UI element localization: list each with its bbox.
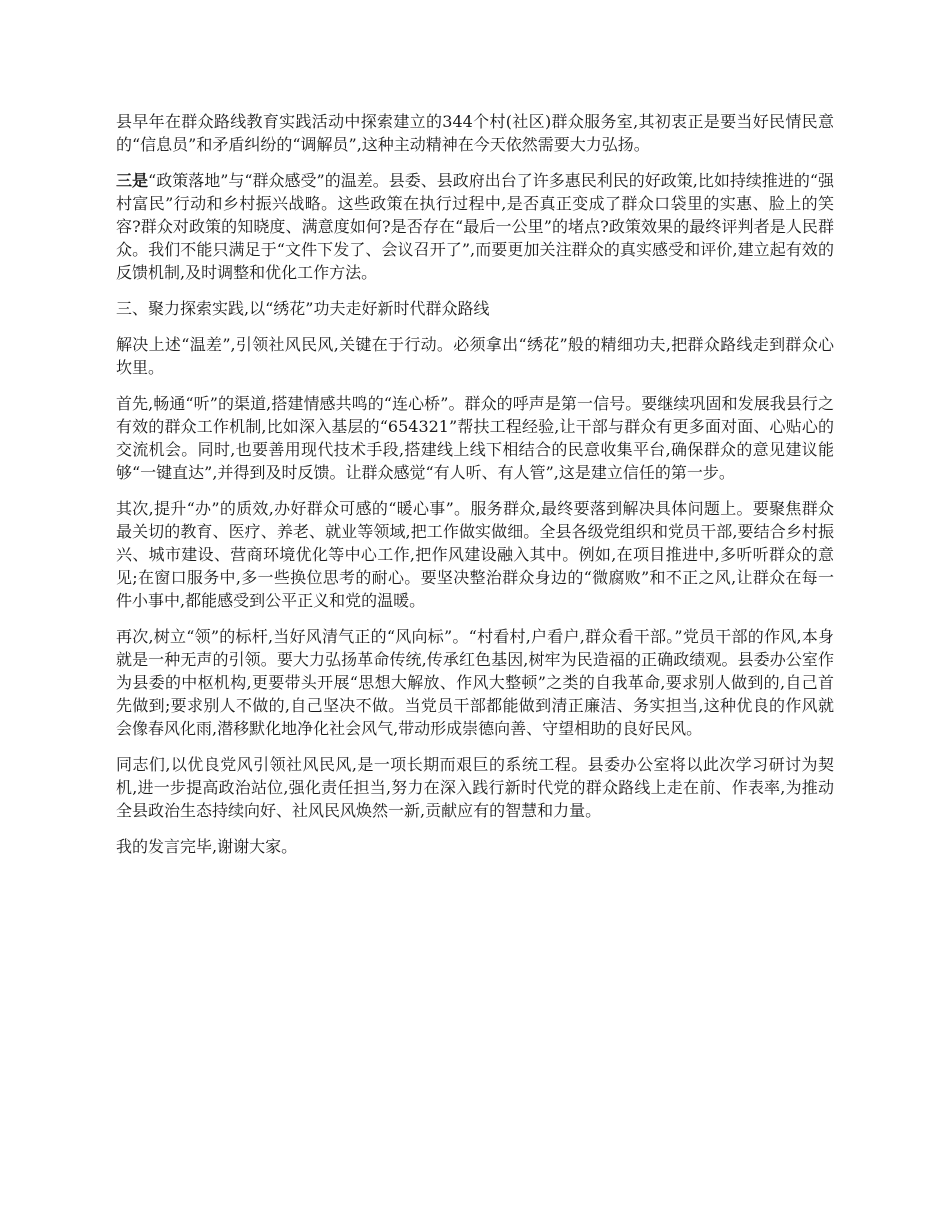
paragraph-5 xyxy=(116,392,834,484)
paragraph-1 xyxy=(116,110,834,156)
paragraph-text: 我的发言完毕,谢谢大家。 xyxy=(116,837,298,856)
paragraph-text: 解决上述“温差”,引领社风民风,关键在于行动。必须拿出“绣花”般的精细功夫,把群众路线走到群众心坎里。 xyxy=(116,335,834,377)
paragraph-6 xyxy=(116,497,834,612)
section-heading-text: 三、聚力探索实践,以“绣花”功夫走好新时代群众路线 xyxy=(116,299,490,318)
paragraph-text: 再次,树立“领”的标杆,当好风清气正的“风向标”。“村看村,户看户,群众看干部。”党员干部的作风,本身就是一种无声的引领。要大力弘扬革命传统,传承红色基因,树牢为民造福的正确政绩观。县委办公室作为县委的中枢机构,更要带头开展“思想大解放、作风大整顿”之类的自我革命,要求别人做到的,自己首先做到;要求别人不做的,自己坚决不做。当党员干部都能做到清正廉洁、务实担当,这种优良的作风就会像春风化雨,潜移默化地净化社会风气,带动形成崇德向善、守望相助的良好民风。 xyxy=(116,627,834,738)
paragraph-4 xyxy=(116,333,834,379)
section-heading xyxy=(116,297,834,320)
paragraph-text: 同志们,以优良党风引领社风民风,是一项长期而艰巨的系统工程。县委办公室将以此次学习研讨为契机,进一步提高政治站位,强化责任担当,努力在深入践行新时代党的群众路线上走在前、作表率,为推动全县政治生态持续向好、社风民风焕然一新,贡献应有的智慧和力量。 xyxy=(116,755,834,820)
closing-paragraph xyxy=(116,835,834,858)
paragraph-text: 其次,提升“办”的质效,办好群众可感的“暖心事”。服务群众,最终要落到解决具体问题上。要聚焦群众最关切的教育、医疗、养老、就业等领域,把工作做实做细。全县各级党组织和党员干部,要结合乡村振兴、城市建设、营商环境优化等中心工作,把作风建设融入其中。例如,在项目推进中,多听听群众的意见;在窗口服务中,多一些换位思考的耐心。要坚决整治群众身边的“微腐败”和不正之风,让群众在每一件小事中,都能感受到公平正义和党的温暖。 xyxy=(116,499,834,610)
paragraph-text: 县早年在群众路线教育实践活动中探索建立的344个村(社区)群众服务室,其初衷正是要当好民情民意的“信息员”和矛盾纠纷的“调解员”,这种主动精神在今天依然需要大力弘扬。 xyxy=(116,112,834,154)
paragraph-text: 首先,畅通“听”的渠道,搭建情感共鸣的“连心桥”。群众的呼声是第一信号。要继续巩固和发展我县行之有效的群众工作机制,比如深入基层的“654321”帮扶工程经验,让干部与群众有更多面对面、心贴心的交流机会。同时,也要善用现代技术手段,搭建线上线下相结合的民意收集平台,确保群众的意见建议能够“一键直达”,并得到及时反馈。让群众感觉“有人听、有人管”,这是建立信任的第一步。 xyxy=(116,394,834,482)
paragraph-text: “政策落地”与“群众感受”的温差。县委、县政府出台了许多惠民利民的好政策,比如持续推进的“强村富民”行动和乡村振兴战略。这些政策在执行过程中,是否真正变成了群众口袋里的实惠、脸上的笑容?群众对政策的知晓度、满意度如何?是否存在“最后一公里”的堵点?政策效果的最终评判者是人民群众。我们不能只满足于“文件下发了、会议召开了”,而要更加关注群众的真实感受和评价,建立起有效的反馈机制,及时调整和优化工作方法。 xyxy=(116,171,835,282)
paragraph-lead: 三是 xyxy=(116,171,149,190)
paragraph-7 xyxy=(116,625,834,740)
paragraph-2 xyxy=(116,169,834,284)
paragraph-8 xyxy=(116,753,834,822)
